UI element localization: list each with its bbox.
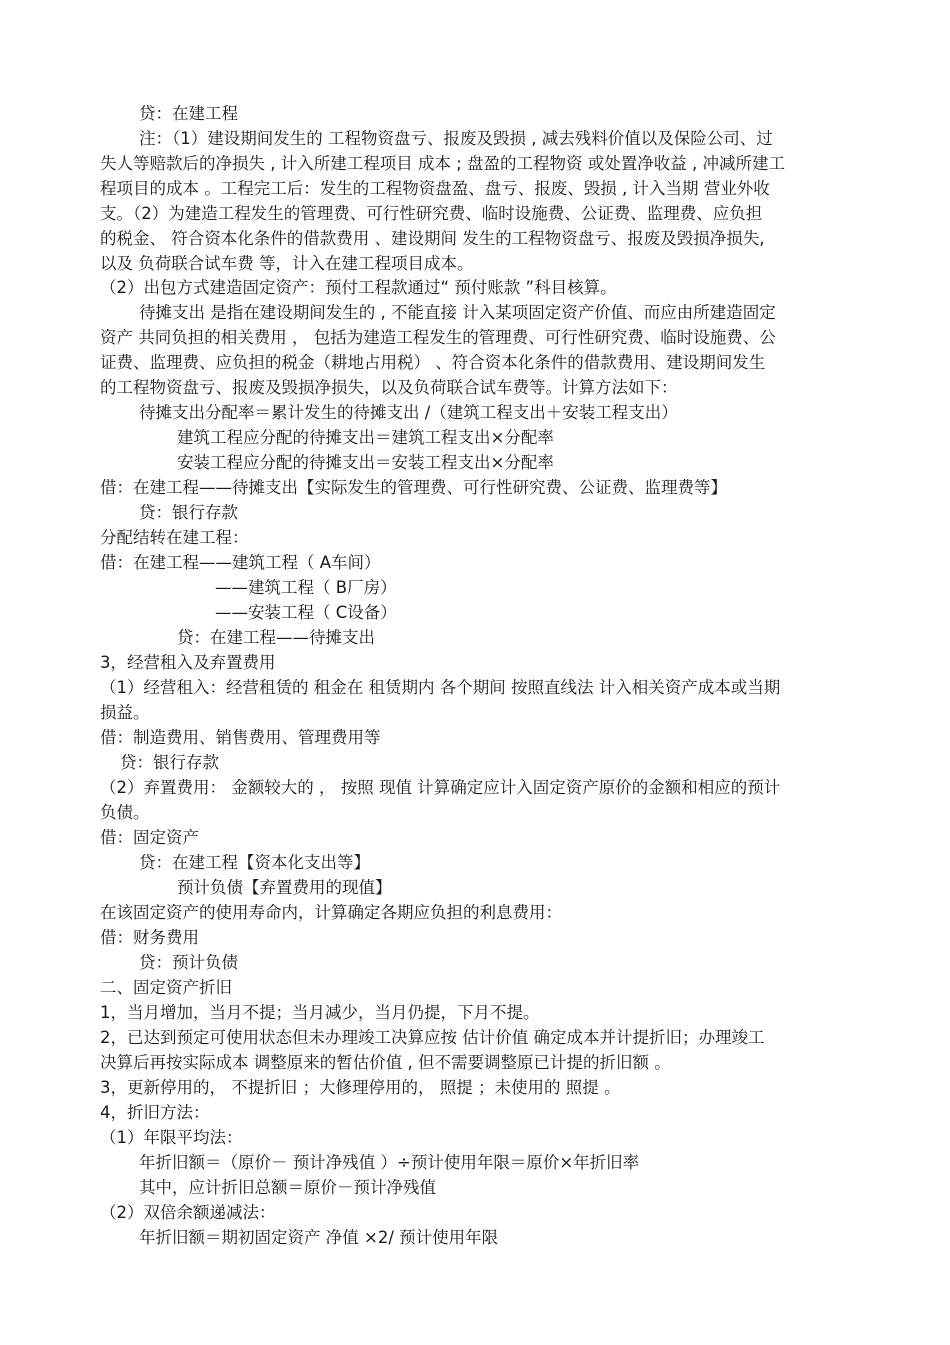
text-line: 分配结转在建工程：: [100, 528, 249, 547]
text-line: （2）弃置费用： 金额较大的 ， 按照 现值 计算确定应计入固定资产原价的金额和相应的预计: [100, 778, 781, 797]
entry-line: 借：在建工程——建筑工程（ A车间）: [100, 553, 381, 572]
entry-line: 预计负债【弃置费用的现值】: [177, 878, 392, 897]
text-line: 注：（1）建设期间发生的 工程物资盘亏、报废及毁损 , 减去残料价值以及保险公司、过: [139, 129, 773, 148]
text-line: 支。（2）为建造工程发生的管理费、可行性研究费、临时设施费、公证费、监理费、应负担: [100, 204, 763, 223]
formula-line: 年折旧额＝（原价－ 预计净残值 ）÷预计使用年限＝原价×年折旧率: [139, 1153, 640, 1172]
heading-line: 二、固定资产折旧: [100, 978, 232, 997]
formula-line: 安装工程应分配的待摊支出＝安装工程支出×分配率: [177, 453, 554, 472]
text-line: 2，已达到预定可使用状态但未办理竣工决算应按 估计价值 确定成本并计提折旧；办理竣工: [100, 1028, 765, 1047]
entry-line: ——安装工程（ C设备）: [215, 603, 397, 622]
text-line: （1）年限平均法：: [100, 1128, 243, 1147]
text-line: 程项目的成本 。工程完工后：发生的工程物资盘盈、盘亏、报废、毁损 , 计入当期 营业外收: [100, 179, 770, 198]
text-line: 损益。: [100, 703, 150, 722]
formula-line: 建筑工程应分配的待摊支出＝建筑工程支出×分配率: [177, 428, 554, 447]
text-line: 资产 共同负担的相关费用 ， 包括为建造工程发生的管理费、可行性研究费、临时设施费、公: [100, 328, 776, 347]
text-line: （1）经营租入：经营租赁的 租金在 租赁期内 各个期间 按照直线法 计入相关资产成本或当期: [100, 678, 781, 697]
entry-line: 贷：在建工程【资本化支出等】: [139, 853, 370, 872]
entry-line: 贷：在建工程——待摊支出: [177, 628, 375, 647]
text-line: （2）双倍余额递减法：: [100, 1203, 276, 1222]
entry-line: 贷：银行存款: [120, 753, 219, 772]
text-line: 1，当月增加，当月不提；当月减少，当月仍提，下月不提。: [100, 1003, 540, 1022]
text-line: 贷：在建工程: [139, 104, 238, 123]
entry-line: ——建筑工程（ B厂房）: [215, 578, 397, 597]
text-line: 的税金、 符合资本化条件的借款费用 、建设期间 发生的工程物资盘亏、报废及毁损净损失,: [100, 229, 765, 248]
entry-line: 贷：银行存款: [139, 503, 238, 522]
text-line: 决算后再按实际成本 调整原来的暂估价值 , 但不需要调整原已计提的折旧额 。: [100, 1053, 671, 1072]
entry-line: 借：在建工程——待摊支出【实际发生的管理费、可行性研究费、公证费、监理费等】: [100, 478, 727, 497]
formula-line: 待摊支出分配率＝累计发生的待摊支出 /（建筑工程支出＋安装工程支出）: [139, 403, 678, 422]
entry-line: 借：制造费用、销售费用、管理费用等: [100, 728, 381, 747]
text-line: 负债。: [100, 803, 150, 822]
text-line: 待摊支出 是指在建设期间发生的 , 不能直接 计入某项固定资产价值、而应由所建造固定: [139, 303, 776, 322]
text-line: 以及 负荷联合试车费 等，计入在建工程项目成本。: [100, 254, 474, 273]
text-line: 4，折旧方法：: [100, 1103, 210, 1122]
text-line: （2）出包方式建造固定资产：预付工程款通过“ 预付账款 ”科目核算。: [100, 278, 617, 297]
formula-line: 其中，应计折旧总额＝原价－预计净残值: [139, 1178, 436, 1197]
text-line: 的工程物资盘亏、报废及毁损净损失，以及负荷联合试车费等。计算方法如下：: [100, 378, 678, 397]
entry-line: 借：财务费用: [100, 928, 199, 947]
entry-line: 贷：预计负债: [139, 953, 238, 972]
heading-line: 3，经营租入及弃置费用: [100, 653, 276, 672]
entry-line: 借：固定资产: [100, 828, 199, 847]
text-line: 证费、监理费、应负担的税金（耕地占用税） 、符合资本化条件的借款费用、建设期间发生: [100, 353, 766, 372]
text-line: 失人等赔款后的净损失 , 计入所建工程项目 成本 ; 盘盈的工程物资 或处置净收益 , 冲减所建工: [100, 154, 786, 173]
formula-line: 年折旧额＝期初固定资产 净值 ×2/ 预计使用年限: [139, 1228, 499, 1247]
text-line: 3，更新停用的， 不提折旧 ；大修理停用的， 照提 ；未使用的 照提 。: [100, 1078, 621, 1097]
text-line: 在该固定资产的使用寿命内，计算确定各期应负担的利息费用：: [100, 903, 562, 922]
